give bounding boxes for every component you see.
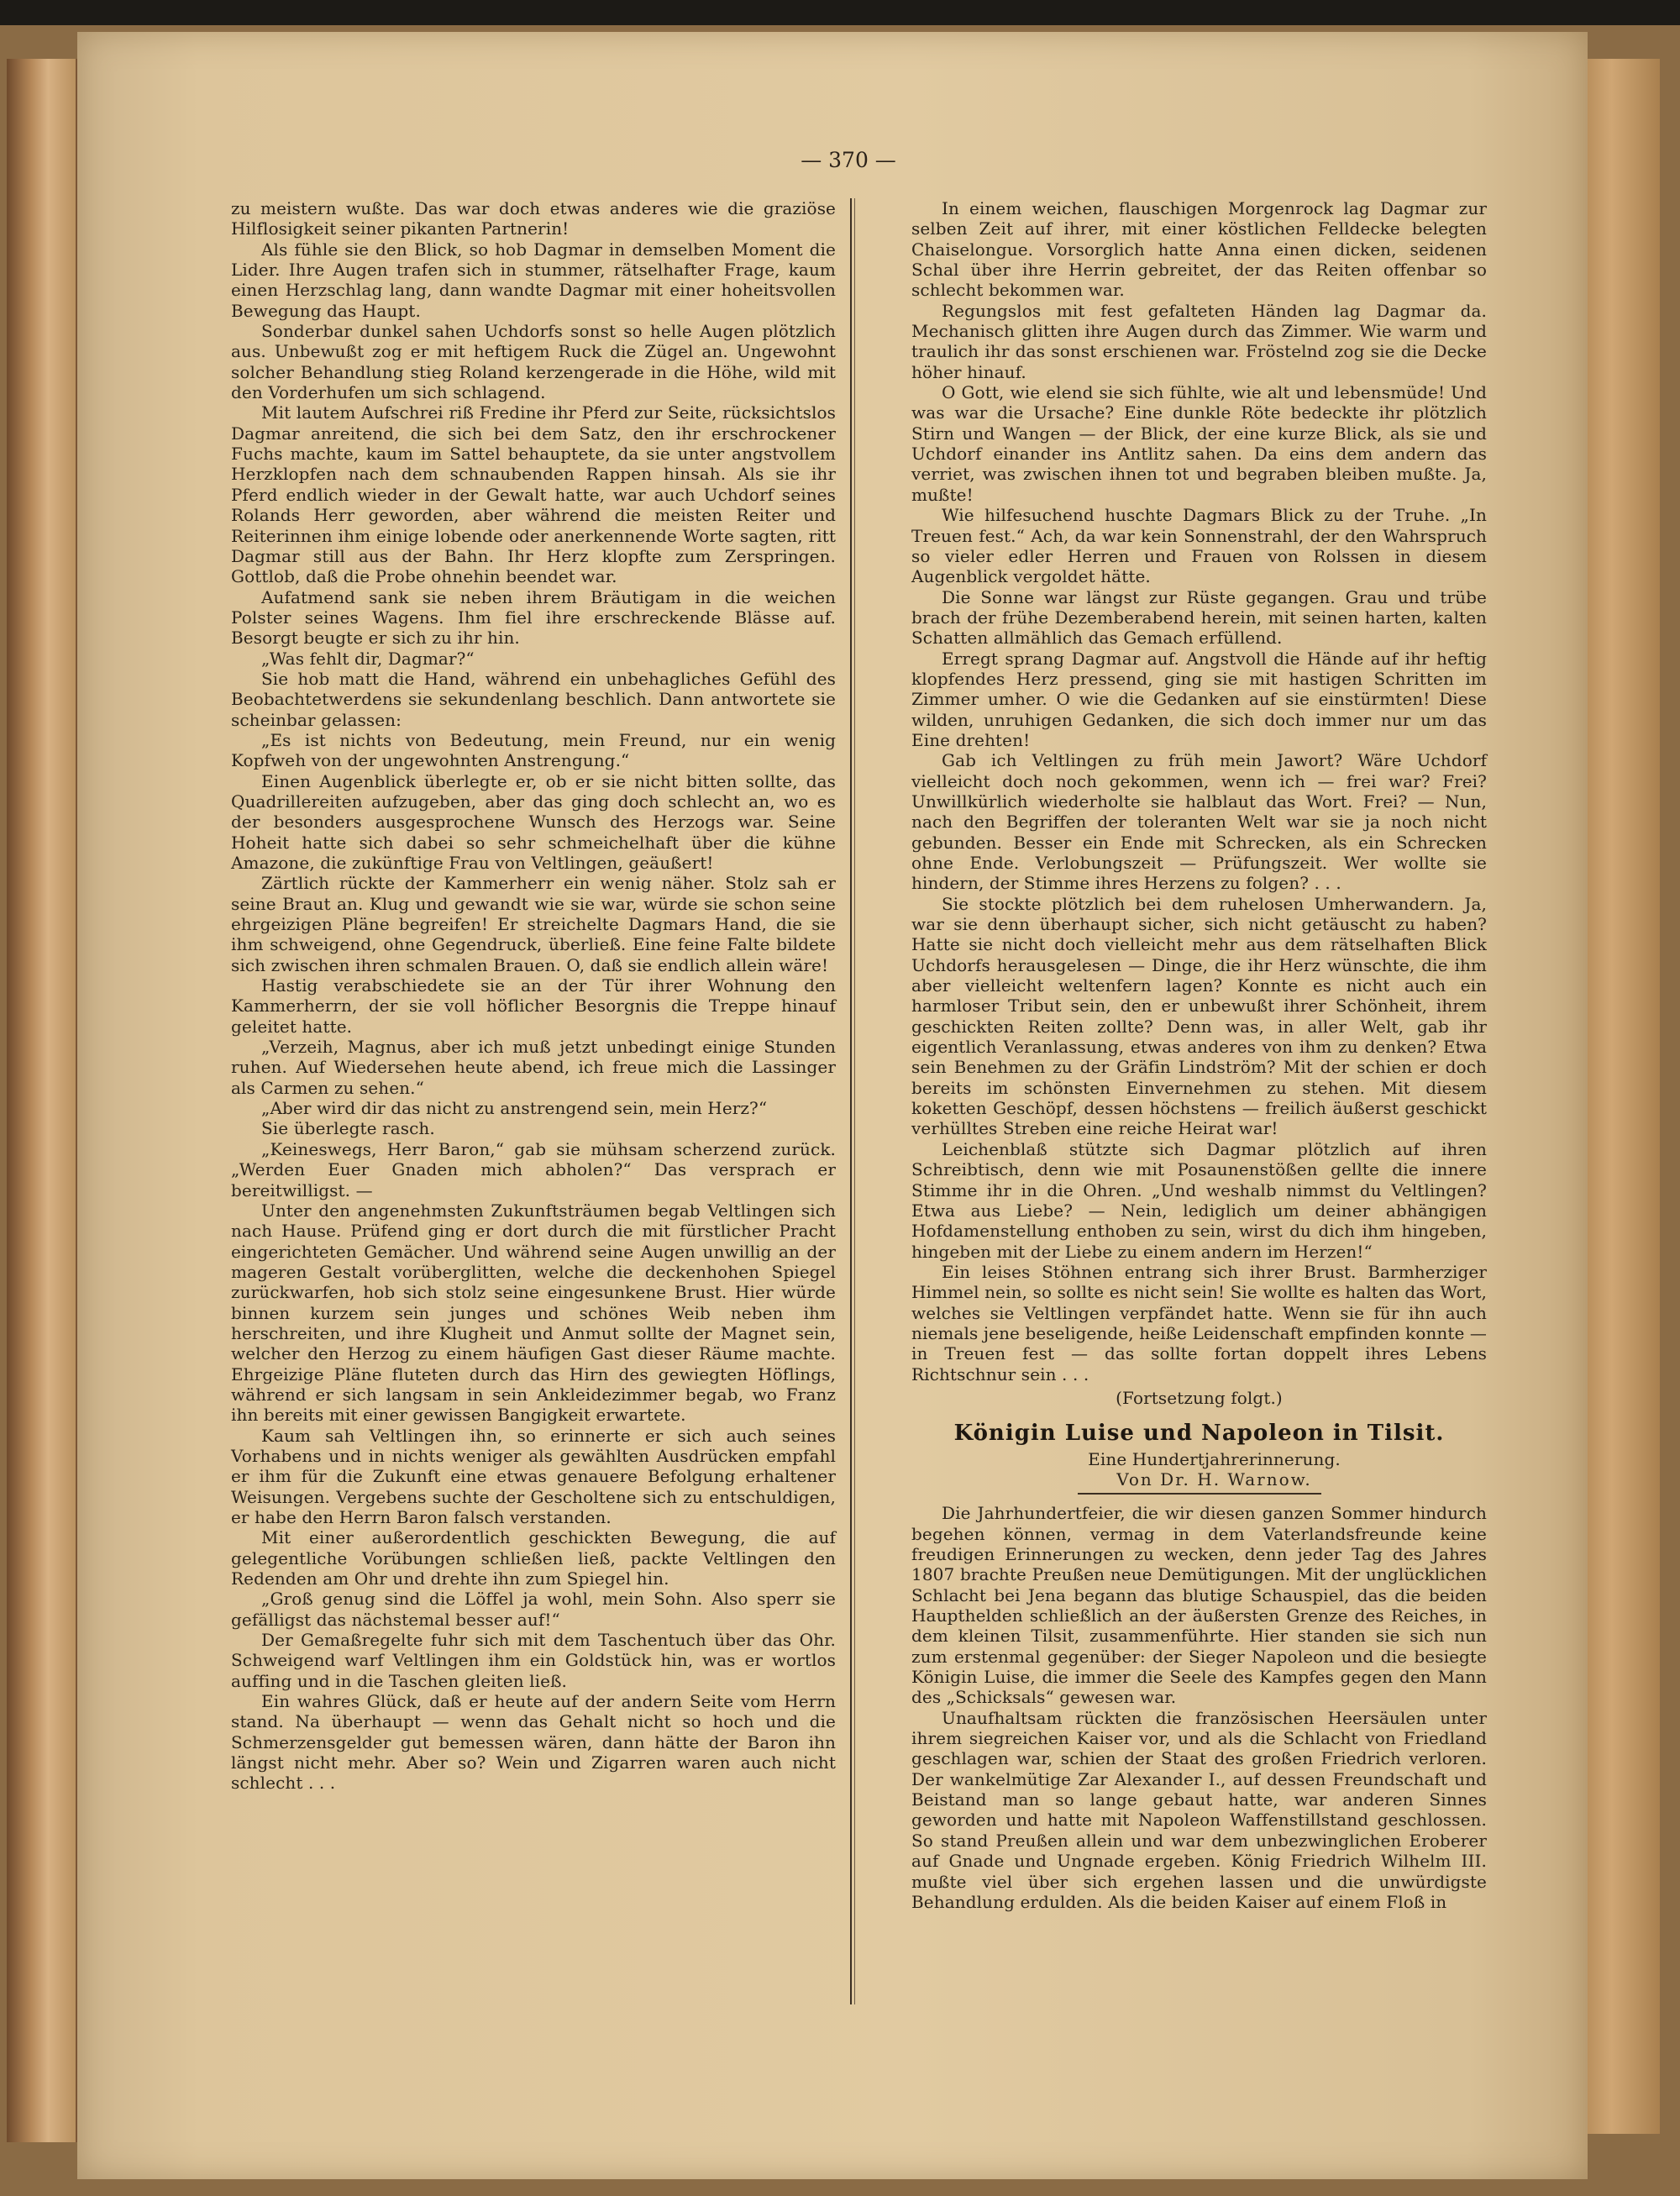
article-subtitle: Eine Hundertjahrerinnerung.: [1088, 1448, 1341, 1469]
paragraph: Sie stockte plötzlich bei dem ruhelosen Umherwandern. Ja, war sie denn überhaupt sicher, sich nicht getäuscht zu haben? Hatte sie nicht doch vielleicht mehr aus dem rätselhaften Blick Uchdorfs herausgelesen — Dinge, die ihr Herz wünschte, die ihm aber vielleicht weltenfern lagen? Konnte es nicht auch ein harmloser Tribut sein, den er unbewußt ihrer Schönheit, ihrem geschickten Reiten zollte? Denn was, in aller Welt, gab ihr eigentlich Veranlassung, etwas anderes von ihm zu denken? Etwa sein Benehmen zu der Gräfin Lindström? Mit der schien er doch bereits im schönsten Einvernehmen zu stehen. Mit diesem koketten Geschöpf, dessen höchstens — freilich äußerst geschickt verhülltes Streben eine reiche Heirat war!: [911, 893, 1487, 1139]
paragraph: Hastig verabschiedete sie an der Tür ihrer Wohnung den Kammerherrn, der sie voll höflicher Besorgnis die Treppe hinauf geleitet hatte.: [231, 975, 836, 1037]
paragraph: Sonderbar dunkel sahen Uchdorfs sonst so helle Augen plötzlich aus. Unbewußt zog er mit heftigem Ruck die Zügel an. Ungewohnt solcher Behandlung stieg Roland kerzengerade in die Höhe, wild mit den Vorderhufen um sich schlagend.: [231, 321, 836, 403]
paragraph: Sie hob matt die Hand, während ein unbehagliches Gefühl des Beobachtetwerdens sie sekundenlang beschlich. Dann antwortete sie scheinbar gelassen:: [231, 668, 836, 730]
paragraph: „Verzeih, Magnus, aber ich muß jetzt unbedingt einige Stunden ruhen. Auf Wiedersehen heute abend, ich freue mich die Lassinger als Carmen zu sehen.“: [231, 1037, 836, 1098]
paragraph: „Groß genug sind die Löffel ja wohl, mein Sohn. Also sperr sie gefälligst das nächstemal besser auf!“: [231, 1589, 836, 1630]
paragraph: Als fühle sie den Blick, so hob Dagmar in demselben Moment die Lider. Ihre Augen trafen sich in stummer, rätselhafter Frage, kaum einen Herzschlag lang, dann wandte Dagmar mit einer hoheitsvollen Bewegung das Haupt.: [231, 239, 836, 321]
paragraph: O Gott, wie elend sie sich fühlte, wie alt und lebensmüde! Und was war die Ursache? Eine dunkle Röte bedeckte ihr plötzlich Stirn und Wangen — der Blick, der eine kurze Blick, als sie und Uchdorf einander ins Antlitz sahen. Da eins dem andern das verriet, was zwischen ihnen tot und begraben bleiben mußte. Ja, mußte!: [911, 382, 1487, 505]
page-edges: [1579, 59, 1660, 2134]
paragraph: Gab ich Veltlingen zu früh mein Jawort? Wäre Uchdorf vielleicht doch noch gekommen, wenn ich — frei war? Frei? Unwillkürlich wiederholte sie halblaut das Wort. Frei? — Nun, nach den Begriffen der toleranten Welt war sie ja noch nicht gebunden. Besser ein Ende mit Schrecken, als ein Schrecken ohne Ende. Verlobungszeit — Prüfungszeit. Wer wollte sie hindern, der Stimme ihres Herzens zu folgen? . . .: [911, 750, 1487, 894]
paragraph: „Aber wird dir das nicht zu anstrengend sein, mein Herz?“: [261, 1098, 768, 1119]
left-column: [231, 198, 836, 1794]
right-column: [911, 198, 1487, 1912]
paragraph: In einem weichen, flauschigen Morgenrock lag Dagmar zur selben Zeit auf ihrer, mit einer köstlichen Felldecke belegten Chaiselongue. Vorsorglich hatte Anna einen dicken, seidenen Schal über ihre Herrin gebreitet, der das Reiten offenbar so schlecht bekommen war.: [911, 198, 1487, 301]
paragraph: „Es ist nichts von Bedeutung, mein Freund, nur ein wenig Kopfweh von der ungewohnten Anstrengung.“: [231, 729, 836, 771]
paragraph: „Was fehlt dir, Dagmar?“: [261, 648, 475, 669]
paragraph: Erregt sprang Dagmar auf. Angstvoll die Hände auf ihr heftig klopfendes Herz pressend, ging sie mit hastigen Schritten im Zimmer umher. O wie die Gedanken auf sie einstürmten! Diese wilden, unruhigen Gedanken, die sich doch immer nur um das Eine drehten!: [911, 648, 1487, 750]
column-divider-thin: [854, 198, 855, 2004]
paragraph: Wie hilfesuchend huschte Dagmars Blick zu der Truhe. „In Treuen fest.“ Ach, da war kein Sonnenstrahl, der den Wahrspruch so vieler edler Herren und Frauen von Rolssen in diesem Augenblick vergoldet hätte.: [911, 505, 1487, 587]
paragraph: zu meistern wußte. Das war doch etwas anderes wie die graziöse Hilflosigkeit seiner pikanten Partnerin!: [231, 198, 836, 239]
paragraph: Ein wahres Glück, daß er heute auf der andern Seite vom Herrn stand. Na überhaupt — wenn das Gehalt nicht so hoch und die Schmerzensgelder gut bemessen wären, dann hätte der Baron ihn längst nicht mehr. Aber so? Wein und Zigarren waren auch nicht schlecht . . .: [231, 1691, 836, 1794]
book-spine: [7, 59, 78, 2142]
paragraph: Mit lautem Aufschrei riß Fredine ihr Pferd zur Seite, rücksichtslos Dagmar anreitend, die sich bei dem Satz, den ihr erschrockener Fuchs machte, kaum im Sattel behauptete, da sie unter angstvollem Herzklopfen nach dem schnaubenden Rappen hinsah. Als sie ihr Pferd endlich wieder in der Gewalt hatte, war auch Uchdorf seines Rolands Herr geworden, aber während die meisten Reiter und Reiterinnen ihm einige lobende oder anerkennende Worte sagten, ritt Dagmar still aus der Bahn. Ihr Herz klopfte zum Zerspringen. Gottlob, daß die Probe ohnehin beendet war.: [231, 402, 836, 587]
paragraph: Der Gemaßregelte fuhr sich mit dem Taschentuch über das Ohr. Schweigend warf Veltlingen ihm ein Goldstück hin, was er wortlos auffing und in die Taschen gleiten ließ.: [231, 1630, 836, 1691]
page-number: — 370 —: [801, 148, 896, 172]
paragraph: Sie überlegte rasch.: [261, 1118, 435, 1139]
paragraph: Mit einer außerordentlich geschickten Bewegung, die auf gelegentliche Vorübungen schließen ließ, packte Veltlingen den Redenden am Ohr und drehte ihn zum Spiegel hin.: [231, 1527, 836, 1589]
paragraph: Zärtlich rückte der Kammerherr ein wenig näher. Stolz sah er seine Braut an. Klug und gewandt wie sie war, würde sie schon seine ehrgeizigen Pläne begreifen! Er streichelte Dagmars Hand, die sie ihm schweigend, ohne Gegendruck, überließ. Eine feine Falte bildete sich zwischen ihren schmalen Brauen. O, daß sie endlich allein wäre!: [231, 873, 836, 975]
paragraph: Regungslos mit fest gefalteten Händen lag Dagmar da. Mechanisch glitten ihre Augen durch das Zimmer. Wie warm und traulich ihr das sonst erschienen war. Fröstelnd zog sie die Decke höher hinauf.: [911, 300, 1487, 382]
article-paragraph: Die Jahrhundertfeier, die wir diesen ganzen Sommer hindurch begehen können, vermag in dem Vaterlandsfreunde keine freudigen Erinnerungen zu wecken, denn jeder Tag des Jahres 1807 brachte Preußen neue Demütigungen. Mit der unglücklichen Schlacht bei Jena begann das blutige Schauspiel, das die beiden Haupthelden schließlich an der äußersten Grenze des Reiches, in dem kleinen Tilsit, zusammenführte. Hier standen sie sich nun zum erstenmal gegenüber: der Sieger Napoleon und die besiegte Königin Luise, die immer die Seele des Kampfes gegen den Mann des „Schicksals“ gewesen war.: [911, 1503, 1487, 1708]
paragraph: Ein leises Stöhnen entrang sich ihrer Brust. Barmherziger Himmel nein, so sollte es nicht sein! Sie wollte es halten das Wort, welches sie Veltlingen verpfändet hatte. Wenn sie für ihn auch niemals jene beseligende, heiße Leidenschaft empfinden konnte — in Treuen fest — das sollte fortan doppelt ihres Lebens Richtschnur sein . . .: [911, 1261, 1487, 1384]
paragraph: Unter den angenehmsten Zukunftsträumen begab Veltlingen sich nach Hause. Prüfend ging er dort durch die mit fürstlicher Pracht eingerichteten Gemächer. Und während seine Augen unwillig an der mageren Gestalt vorüberglitten, welche die deckenhohen Spiegel zurückwarfen, hob sich stolz seine eingesunkene Brust. Hier würde binnen kurzem sein junges und schönes Weib neben ihm herschreiten, und ihre Klugheit und Anmut sollte der Magnet sein, welcher den Herzog zu einem häufigen Gast dieser Räume machte. Ehrgeizige Pläne fluteten durch das Hirn des gewiegten Höflings, während er sich langsam in sein Ankleidezimmer begab, wo Franz ihn bereits mit einer gewissen Bangigkeit erwartete.: [231, 1200, 836, 1426]
paragraph: Kaum sah Veltlingen ihn, so erinnerte er sich auch seines Vorhabens und in nichts weniger als gewählten Ausdrücken empfahl er ihm für die Zukunft eine etwas genauere Befolgung erhaltener Weisungen. Vergebens suchte der Gescholtene sich zu entschuldigen, er habe den Herrn Baron falsch verstanden.: [231, 1425, 836, 1527]
paragraph: Leichenblaß stützte sich Dagmar plötzlich auf ihren Schreibtisch, denn wie mit Posaunenstößen gellte die innere Stimme ihr in die Ohren. „Und weshalb nimmst du Veltlingen? Etwa aus Liebe? — Nein, lediglich um deiner abhängigen Hofdamenstellung enthoben zu sein, wirst du dich ihm hingeben, hingeben mit der Liebe zu einem andern im Herzen!“: [911, 1138, 1487, 1262]
article-title: Königin Luise und Napoleon in Tilsit.: [953, 1421, 1445, 1447]
column-divider: [850, 198, 852, 2004]
title-rule: [1078, 1493, 1321, 1495]
continuation-note: (Fortsetzung folgt.): [1116, 1387, 1283, 1408]
paragraph: Einen Augenblick überlegte er, ob er sie nicht bitten sollte, das Quadrillereiten aufzugeben, aber das ging doch schlecht an, wo es der besonders ausgesprochene Wunsch des Herzogs war. Seine Hoheit hatte sich dabei so sehr schmeichelhaft über die kühne Amazone, die zukünftige Frau von Veltlingen, geäußert!: [231, 770, 836, 873]
paragraph: „Keineswegs, Herr Baron,“ gab sie mühsam scherzend zurück. „Werden Euer Gnaden mich abholen?“ Das versprach er bereitwilligst. —: [231, 1138, 836, 1200]
article-paragraph: Unaufhaltsam rückten die französischen Heersäulen unter ihrem siegreichen Kaiser vor, und als die Schlacht von Friedland geschlagen war, schien der Staat des großen Friedrich verloren. Der wankelmütige Zar Alexander I., auf dessen Freundschaft und Beistand man so lange gebaut hatte, war anderen Sinnes geworden und hatte mit Napoleon Waffenstillstand geschlossen. So stand Preußen allein und war dem unbezwinglichen Eroberer auf Gnade und Ungnade ergeben. König Friedrich Wilhelm III. mußte viel über sich ergehen lassen und die unwürdigste Behandlung erdulden. Als die beiden Kaiser auf einem Floß in: [911, 1707, 1487, 1912]
paragraph: Die Sonne war längst zur Rüste gegangen. Grau und trübe brach der frühe Dezemberabend herein, mit seinen harten, kalten Schatten allmählich das Gemach erfüllend.: [911, 586, 1487, 649]
paragraph: Aufatmend sank sie neben ihrem Bräutigam in die weichen Polster seines Wagens. Ihm fiel ihre erschreckende Blässe auf. Besorgt beugte er sich zu ihr hin.: [231, 586, 836, 649]
article-author: Von Dr. H. Warnow.: [1116, 1468, 1312, 1489]
